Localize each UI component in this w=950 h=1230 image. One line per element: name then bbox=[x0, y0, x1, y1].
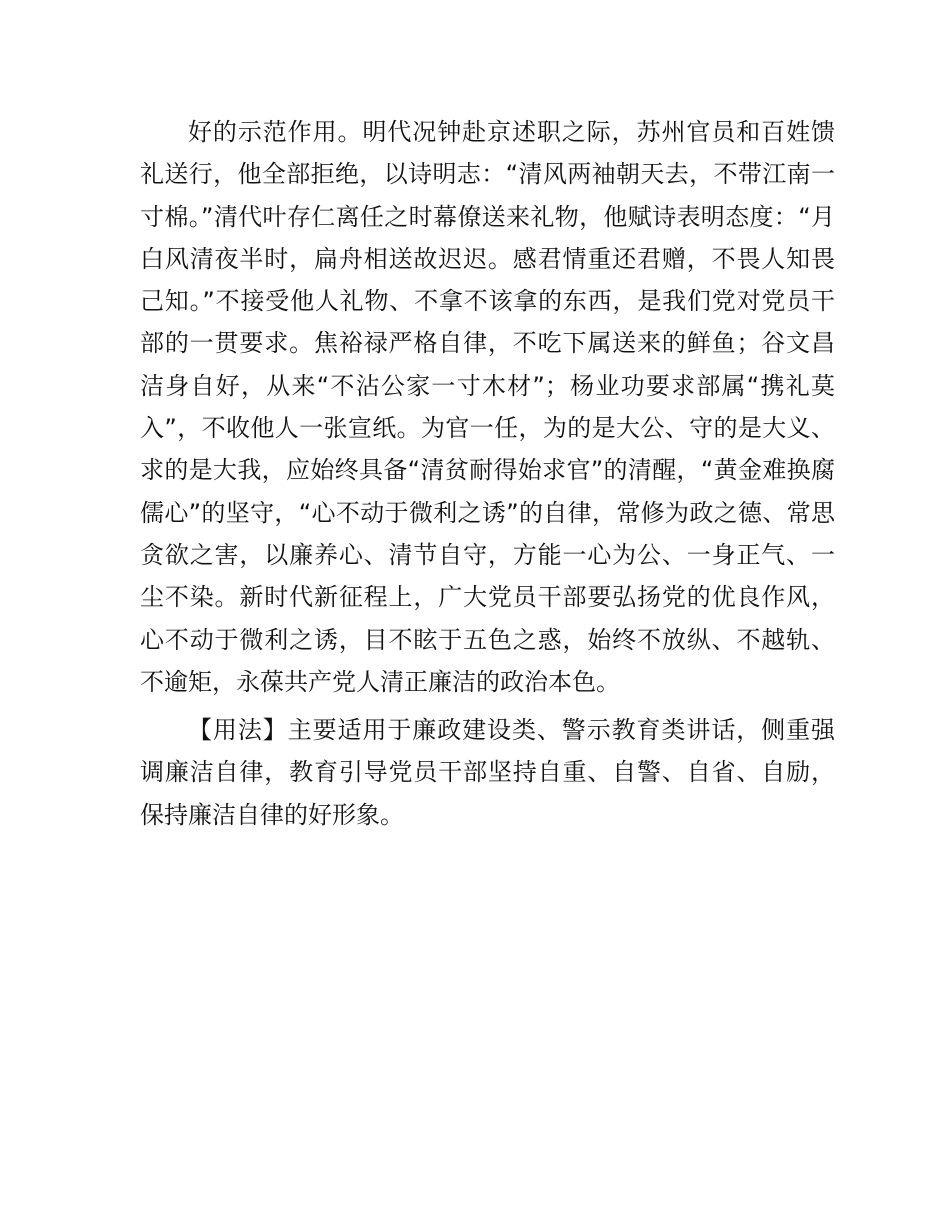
usage-paragraph: 【用法】主要适用于廉政建设类、警示教育类讲话，侧重强调廉洁自律，教育引导党员干部坚持自重、自警、自省、自励，保持廉洁自律的好形象。 bbox=[140, 716, 835, 829]
body-paragraph: 好的示范作用。明代况钟赴京述职之际，苏州官员和百姓馈礼送行，他全部拒绝，以诗明志：“清风两袖朝天去，不带江南一寸棉。”清代叶存仁离任之时幕僚送来礼物，他赋诗表明态度：“月白风清夜半时，扁舟相送故迟迟。感君情重还君赠，不畏人知畏己知。”不接受他人礼物、不拿不该拿的东西，是我们党对党员干部的一贯要求。焦裕禄严格自律，不吃下属送来的鲜鱼；谷文昌洁身自好，从来“不沾公家一寸木材”；杨业功要求部属“携礼莫入”，不收他人一张宣纸。为官一任，为的是大公、守的是大义、求的是大我，应始终具备“清贫耐得始求官”的清醒，“黄金难换腐儒心”的坚守，“心不动于微利之诱”的自律，常修为政之德、常思贪欲之害，以廉养心、清节自守，方能一心为公、一身正气、一尘不染。新时代新征程上，广大党员干部要弘扬党的优良作风，心不动于微利之诱，目不眩于五色之惑，始终不放纵、不越轨、不逾矩，永葆共产党人清正廉洁的政治本色。 bbox=[140, 118, 835, 696]
document-body bbox=[140, 111, 835, 836]
